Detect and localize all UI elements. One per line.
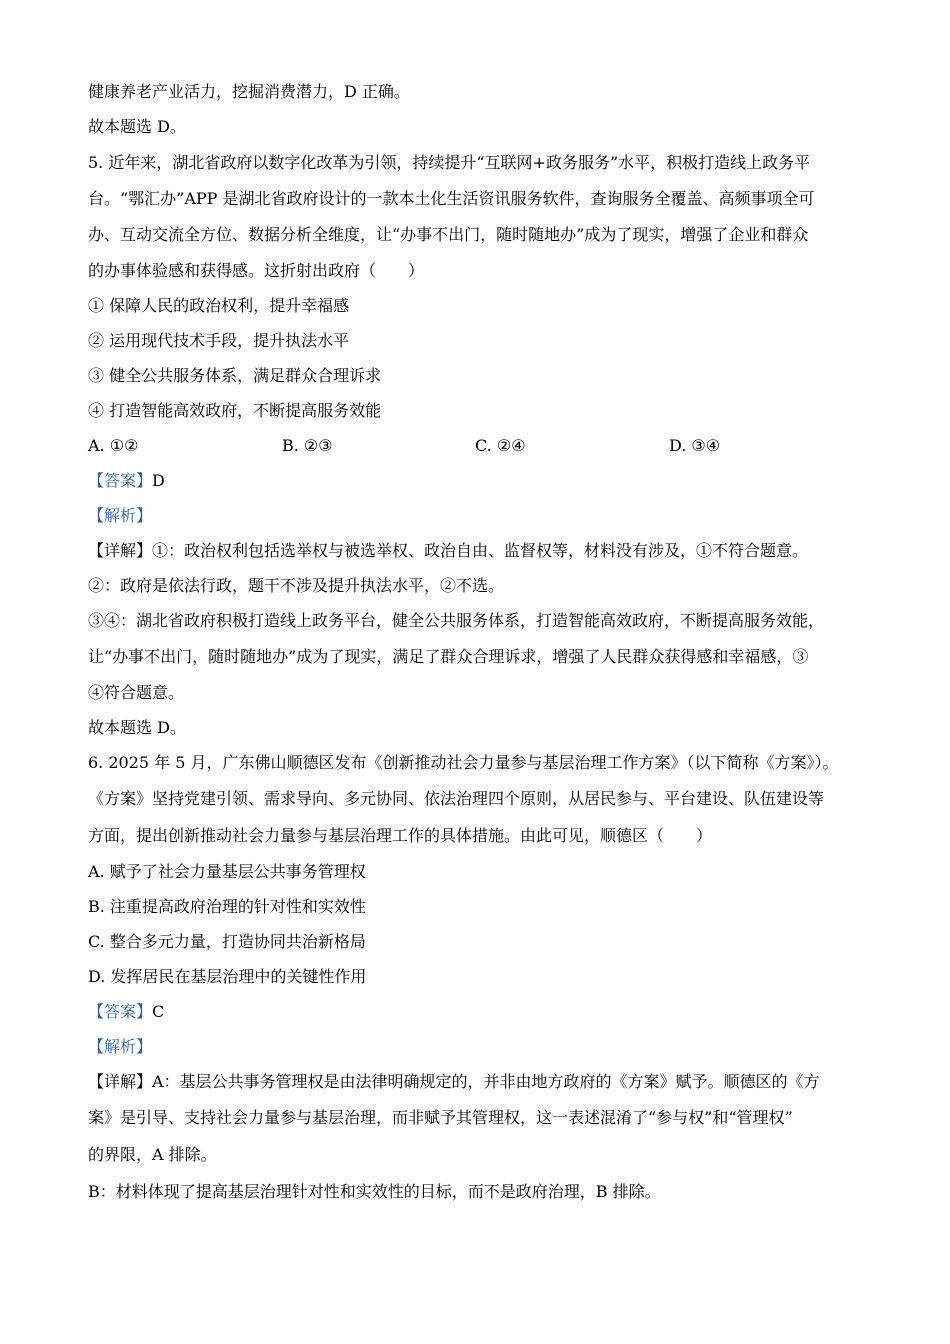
q6-analysis-label: 【解析】 xyxy=(88,1037,153,1056)
q6-answer xyxy=(88,1002,164,1022)
text-line: 方面，提出创新推动社会力量参与基层治理工作的具体措施。由此可见，顺德区（ ） xyxy=(88,826,713,845)
text-line: 台。“鄂汇办”APP 是湖北省政府设计的一款本土化生活资讯服务软件，查询服务全覆盖、高频事项全可 xyxy=(88,189,815,208)
answer-value: D xyxy=(152,471,165,490)
statement-2: ② 运用现代技术手段，提升执法水平 xyxy=(88,331,350,350)
answer-label: 【答案】 xyxy=(88,471,153,490)
text-line: 《方案》坚持党建引领、需求导向、多元协同、依法治理四个原则，从居民参与、平台建设、队伍建设等 xyxy=(88,789,825,808)
q5-option-b: B. ②③ xyxy=(282,436,333,455)
statement-4: ④ 打造智能高效政府，不断提高服务效能 xyxy=(88,401,382,420)
question-6-stem: 6. 2025 年 5 月，广东佛山顺德区发布《创新推动社会力量参与基层治理工作方案》（以下简称《方案》）。 xyxy=(88,753,839,772)
q6-detail-line: B：材料体现了提高基层治理针对性和实效性的目标，而不是政府治理，B 排除。 xyxy=(88,1182,661,1201)
q5-analysis-label: 【解析】 xyxy=(88,506,153,525)
q5-option-a: A. ①② xyxy=(88,436,139,455)
answer-value: C xyxy=(152,1002,165,1021)
q5-detail-line: 【详解】①：政治权利包括选举权与被选举权、政治自由、监督权等，材料没有涉及，①不符合题意。 xyxy=(88,541,809,560)
statement-3: ③ 健全公共服务体系，满足群众合理诉求 xyxy=(88,366,382,385)
q6-option-c: C. 整合多元力量，打造协同共治新格局 xyxy=(88,932,366,951)
q5-detail-line: ④符合题意。 xyxy=(88,683,185,702)
q5-conclusion: 故本题选 D。 xyxy=(88,718,186,737)
text-line: 的办事体验感和获得感。这折射出政府（ ） xyxy=(88,261,425,280)
text-line: 故本题选 D。 xyxy=(88,117,186,136)
q6-detail-line: 案》是引导、支持社会力量参与基层治理，而非赋予其管理权，这一表述混淆了“参与权”和“管理权” xyxy=(88,1108,793,1127)
statement-1: ① 保障人民的政治权利，提升幸福感 xyxy=(88,296,350,315)
q5-detail-line: ②：政府是依法行政，题干不涉及提升执法水平，②不选。 xyxy=(88,576,505,595)
answer-label: 【答案】 xyxy=(88,1002,153,1021)
q6-detail-line: 【详解】A：基层公共事务管理权是由法律明确规定的，并非由地方政府的《方案》赋予。顺德区的《方 xyxy=(88,1072,820,1091)
text-line: 办、互动交流全方位、数据分析全维度，让“办事不出门，随时随地办”成为了现实，增强了企业和群众 xyxy=(88,225,809,244)
q6-option-a: A. 赋予了社会力量基层公共事务管理权 xyxy=(88,862,366,881)
q6-option-d: D. 发挥居民在基层治理中的关键性作用 xyxy=(88,967,367,986)
q5-answer xyxy=(88,471,165,491)
q5-option-c: C. ②④ xyxy=(475,436,526,455)
text-line: 健康养老产业活力，挖掘消费潜力，D 正确。 xyxy=(88,82,410,101)
q5-detail-line: ③④：湖北省政府积极打造线上政务平台，健全公共服务体系，打造智能高效政府，不断提高服务效能， xyxy=(88,611,825,630)
question-5-stem: 5. 近年来，湖北省政府以数字化改革为引领，持续提升“互联网+政务服务”水平，积极打造线上政务平 xyxy=(88,153,811,172)
q5-option-d: D. ③④ xyxy=(669,436,721,455)
q6-option-b: B. 注重提高政府治理的针对性和实效性 xyxy=(88,897,366,916)
q6-detail-line: 的界限，A 排除。 xyxy=(88,1145,217,1164)
q5-detail-line: 让“办事不出门，随时随地办”成为了现实，满足了群众合理诉求，增强了人民群众获得感和幸福感，③ xyxy=(88,647,809,666)
